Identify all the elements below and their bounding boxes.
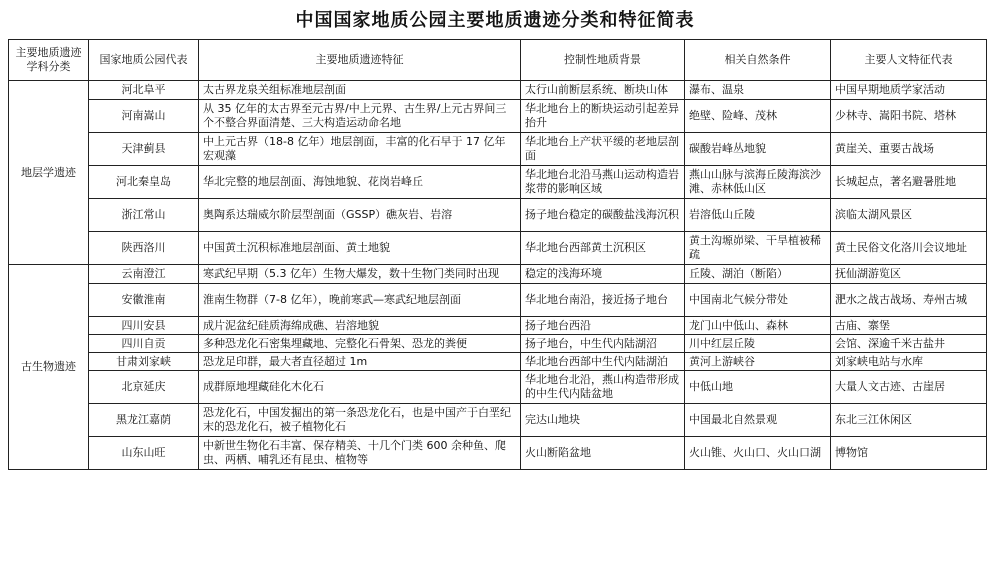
- header-nature: 相关自然条件: [685, 40, 831, 81]
- category-cell: 地层学遗迹: [9, 81, 89, 265]
- park-cell: 北京延庆: [89, 371, 199, 404]
- feature-cell: 中上元古界（18-8 亿年）地层剖面，丰富的化石早于 17 亿年宏观藻: [199, 133, 521, 166]
- feature-cell: 恐龙化石，中国发掘出的第一条恐龙化石，也是中国产于白垩纪末的恐龙化石，被子植物化石: [199, 404, 521, 437]
- background-cell: 华北地台上产状平缓的老地层剖面: [521, 133, 685, 166]
- header-category: 主要地质遗迹学科分类: [9, 40, 89, 81]
- culture-cell: 会馆、深逾千米古盐井: [831, 335, 987, 353]
- table-row: [9, 371, 987, 404]
- park-cell: 山东山旺: [89, 437, 199, 470]
- category-cell: 古生物遗迹: [9, 265, 89, 470]
- background-cell: 太行山前断层系统、断块山体: [521, 81, 685, 100]
- park-cell: 云南澄江: [89, 265, 199, 284]
- nature-cell: 中低山地: [685, 371, 831, 404]
- culture-cell: 刘家峡电站与水库: [831, 353, 987, 371]
- table-row: [9, 133, 987, 166]
- culture-cell: 少林寺、嵩阳书院、塔林: [831, 100, 987, 133]
- table-row: [9, 232, 987, 265]
- park-cell: 黑龙江嘉荫: [89, 404, 199, 437]
- table-row: [9, 166, 987, 199]
- nature-cell: 燕山山脉与滨海丘陵海滨沙滩、赤林低山区: [685, 166, 831, 199]
- feature-cell: 成片泥盆纪硅质海绵成礁、岩溶地貌: [199, 317, 521, 335]
- background-cell: 稳定的浅海环境: [521, 265, 685, 284]
- feature-cell: 华北完整的地层剖面、海蚀地貌、花岗岩峰丘: [199, 166, 521, 199]
- nature-cell: 中国南北气候分带处: [685, 284, 831, 317]
- nature-cell: 火山锥、火山口、火山口湖: [685, 437, 831, 470]
- park-cell: 甘肃刘家峡: [89, 353, 199, 371]
- classification-table: [8, 39, 987, 470]
- park-cell: 河北阜平: [89, 81, 199, 100]
- culture-cell: 中国早期地质学家活动: [831, 81, 987, 100]
- nature-cell: 绝壁、险峰、茂林: [685, 100, 831, 133]
- feature-cell: 太古界龙泉关组标准地层剖面: [199, 81, 521, 100]
- nature-cell: 川中红层丘陵: [685, 335, 831, 353]
- nature-cell: 黄土沟塬峁梁、干旱植被稀疏: [685, 232, 831, 265]
- nature-cell: 龙门山中低山、森林: [685, 317, 831, 335]
- park-cell: 河南嵩山: [89, 100, 199, 133]
- background-cell: 华北地台西部中生代内陆湖泊: [521, 353, 685, 371]
- background-cell: 华北地台北沿马燕山运动构造岩浆带的影响区域: [521, 166, 685, 199]
- background-cell: 扬子地台西沿: [521, 317, 685, 335]
- background-cell: 火山断陷盆地: [521, 437, 685, 470]
- feature-cell: 恐龙足印群，最大者直径超过 1m: [199, 353, 521, 371]
- background-cell: 完达山地块: [521, 404, 685, 437]
- culture-cell: 黄土民俗文化洛川会议地址: [831, 232, 987, 265]
- culture-cell: 抚仙湖游览区: [831, 265, 987, 284]
- background-cell: 华北地台西部黄土沉积区: [521, 232, 685, 265]
- table-row: [9, 199, 987, 232]
- background-cell: 华北地台上的断块运动引起差异抬升: [521, 100, 685, 133]
- table-row: [9, 100, 987, 133]
- park-cell: 浙江常山: [89, 199, 199, 232]
- table-row: [9, 265, 987, 284]
- table-row: [9, 284, 987, 317]
- feature-cell: 中新世生物化石丰富、保存精美、十几个门类 600 余种鱼、爬虫、两栖、哺乳还有昆虫、植物等: [199, 437, 521, 470]
- nature-cell: 岩溶低山丘陵: [685, 199, 831, 232]
- nature-cell: 丘陵、湖泊（断陷）: [685, 265, 831, 284]
- nature-cell: 黄河上游峡谷: [685, 353, 831, 371]
- table-row: [9, 335, 987, 353]
- feature-cell: 中国黄土沉积标准地层剖面、黄土地貌: [199, 232, 521, 265]
- culture-cell: 淝水之战古战场、寿州古城: [831, 284, 987, 317]
- table-row: [9, 353, 987, 371]
- culture-cell: 黄崖关、重要古战场: [831, 133, 987, 166]
- header-row: [9, 40, 987, 81]
- feature-cell: 寒武纪早期（5.3 亿年）生物大爆发，数十生物门类同时出现: [199, 265, 521, 284]
- background-cell: 华北地台北沿，燕山构造带形成的中生代内陆盆地: [521, 371, 685, 404]
- table-row: [9, 317, 987, 335]
- background-cell: 华北地台南沿，接近扬子地台: [521, 284, 685, 317]
- nature-cell: 碳酸岩峰丛地貌: [685, 133, 831, 166]
- feature-cell: 成群原地埋藏硅化木化石: [199, 371, 521, 404]
- feature-cell: 多种恐龙化石密集埋藏地、完整化石骨架、恐龙的粪便: [199, 335, 521, 353]
- park-cell: 天津蓟县: [89, 133, 199, 166]
- culture-cell: 长城起点，著名避暑胜地: [831, 166, 987, 199]
- header-feature: 主要地质遗迹特征: [199, 40, 521, 81]
- nature-cell: 瀑布、温泉: [685, 81, 831, 100]
- culture-cell: 古庙、寨堡: [831, 317, 987, 335]
- park-cell: 安徽淮南: [89, 284, 199, 317]
- background-cell: 扬子地台稳定的碳酸盐浅海沉积: [521, 199, 685, 232]
- nature-cell: 中国最北自然景观: [685, 404, 831, 437]
- page-title: 中国国家地质公园主要地质遗迹分类和特征简表: [295, 10, 695, 31]
- header-park: 国家地质公园代表: [89, 40, 199, 81]
- table-row: [9, 437, 987, 470]
- feature-cell: 淮南生物群（7-8 亿年），晚前寒武—寒武纪地层剖面: [199, 284, 521, 317]
- feature-cell: 从 35 亿年的太古界至元古界/中上元界、古生界/上元古界间三个不整合界面清楚、三大构造运动命名地: [199, 100, 521, 133]
- park-cell: 四川安县: [89, 317, 199, 335]
- background-cell: 扬子地台，中生代内陆湖沼: [521, 335, 685, 353]
- culture-cell: 东北三江休闲区: [831, 404, 987, 437]
- park-cell: 四川自贡: [89, 335, 199, 353]
- culture-cell: 大量人文古迹、古崖居: [831, 371, 987, 404]
- header-culture: 主要人文特征代表: [831, 40, 987, 81]
- park-cell: 河北秦皇岛: [89, 166, 199, 199]
- culture-cell: 博物馆: [831, 437, 987, 470]
- culture-cell: 滨临太湖风景区: [831, 199, 987, 232]
- table-row: [9, 81, 987, 100]
- header-background: 控制性地质背景: [521, 40, 685, 81]
- table-row: [9, 404, 987, 437]
- park-cell: 陕西洛川: [89, 232, 199, 265]
- feature-cell: 奥陶系达瑞威尔阶层型剖面（GSSP）礁灰岩、岩溶: [199, 199, 521, 232]
